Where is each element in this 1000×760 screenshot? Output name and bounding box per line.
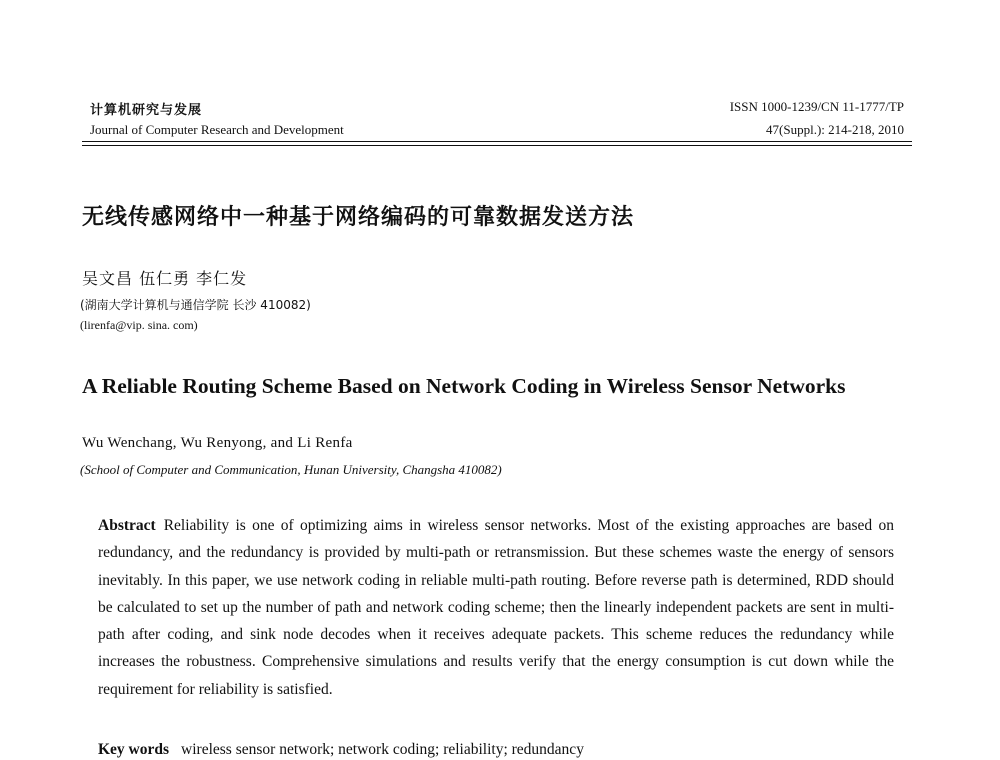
authors-cn: 吴文昌 伍仁勇 李仁发: [82, 269, 248, 288]
title-cn: 无线传感网络中一种基于网络编码的可靠数据发送方法: [82, 205, 635, 230]
abstract-text: Reliability is one of optimizing aims in wireless sensor networks. Most of the existing approaches are based on redundancy, and the redundancy is provided by multi-path or retransmission. But these schemes waste the energy of sensors inevitably. In this paper, we use network coding in reliable multi-path routing. Before reverse path is determined, RDD should be calculated to set up the number of path and network coding scheme; then the linearly independent packets are sent in multi-path after coding, and sink node decodes when it receives adequate packets. This scheme reduces the redundancy while increases the robustness. Comprehensive simulations and results verify that the energy consumption is cut down while the requirement for reliability is satisfied.: [98, 517, 894, 698]
title-en: A Reliable Routing Scheme Based on Network Coding in Wireless Sensor Networks: [82, 374, 846, 398]
header-rule-thin: [82, 145, 912, 146]
journal-volume: 47(Suppl.): 214-218, 2010: [766, 122, 904, 137]
header-rule: [82, 141, 912, 142]
abstract: [98, 512, 894, 703]
affiliation-en: (School of Computer and Communication, Hunan University, Changsha 410082): [80, 462, 502, 477]
keywords-text: wireless sensor network; network coding; reliability; redundancy: [181, 741, 584, 758]
journal-issn: ISSN 1000-1239/CN 11-1777/TP: [729, 99, 904, 114]
keywords-label: Key words: [98, 741, 170, 758]
affiliation-cn: (湖南大学计算机与通信学院 长沙 410082): [80, 298, 311, 312]
keywords: [98, 741, 584, 759]
abstract-label: Abstract: [98, 517, 156, 534]
authors-en: Wu Wenchang, Wu Renyong, and Li Renfa: [82, 435, 353, 451]
author-email: (lirenfa@vip. sina. com): [80, 318, 198, 332]
journal-name-en: Journal of Computer Research and Development: [90, 122, 344, 137]
journal-name-cn: 计算机研究与发展: [90, 103, 203, 118]
